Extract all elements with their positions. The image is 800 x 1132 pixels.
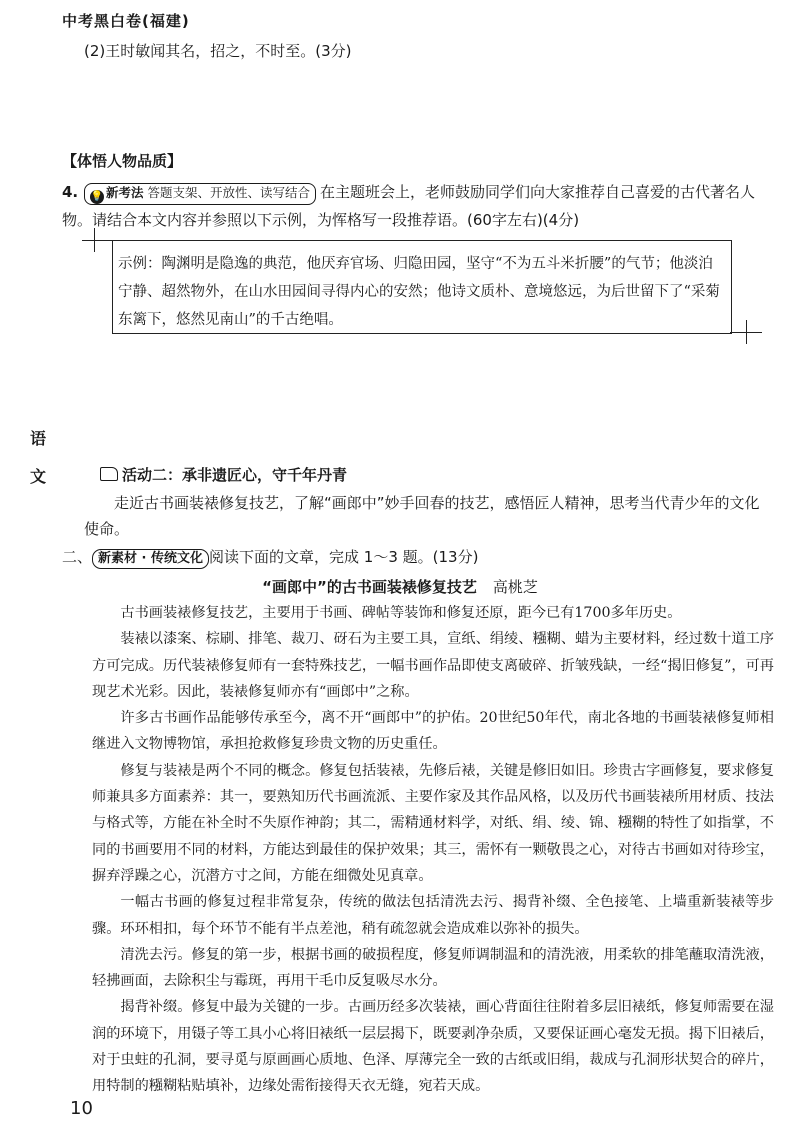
lightbulb-icon: 💡 xyxy=(90,191,104,202)
badge-title: 新考法 xyxy=(106,185,144,200)
article-paragraph: 许多古书画作品能够传承至今，离不开“画郎中”的护佑。20世纪50年代，南北各地的书画装裱修复师相继进入文物博物馆，承担抢救修复珍贵文物的历史重任。 xyxy=(92,710,774,753)
side-label-char: 语 xyxy=(29,429,46,448)
article-paragraph: 一幅古书画的修复过程非常复杂，传统的做法包括清洗去污、揭背补缀、全色接笔、上墙重新装裱等步骤。环环相扣，每个环节不能有半点差池，稍有疏忽就会造成难以弥补的损失。 xyxy=(92,894,774,937)
section-heading: 【体悟人物品质】 xyxy=(62,152,183,170)
page-number: 10 xyxy=(70,1098,93,1119)
article-body xyxy=(92,600,774,1100)
article-author: 高桃芝 xyxy=(492,578,538,596)
example-text: 示例：陶渊明是隐逸的典范，他厌弃官场、归隐田园，坚守“不为五斗米折腰”的气节；他淡泊宁静、超然物外，在山水田园间寻得内心的安然；他诗文质朴、意境悠远，为后世留下了“采菊东篱下，悠然见南山”的千古绝唱。 xyxy=(118,256,720,328)
new-exam-badge xyxy=(84,183,316,205)
new-material-badge: 新素材 · 传统文化 xyxy=(92,549,209,569)
side-label-char: 文 xyxy=(29,467,46,486)
activity-intro: 走近古书画装裱修复技艺，了解“画郎中”妙手回春的技艺，感悟匠人精神，思考当代青少年的文化使命。 xyxy=(84,494,760,538)
question-prompt: 在主题班会上，老师鼓励同学们向大家推荐自己喜爱的古代著名人物。请结合本文内容并参照以下示例，为恽格写一段推荐语。(60字左右)(4分) xyxy=(62,183,756,229)
article-title xyxy=(0,576,800,597)
activity-heading xyxy=(100,464,347,485)
part-2-instruction xyxy=(62,546,478,569)
flag-icon xyxy=(100,467,118,481)
crop-mark-icon xyxy=(746,320,747,344)
article-title-text: “画郎中”的古书画装裱修复技艺 xyxy=(262,578,477,596)
article-paragraph: 修复与装裱是两个不同的概念。修复包括装裱，先修后裱，关键是修旧如旧。珍贵古字画修复，要求修复师兼具多方面素养：其一，要熟知历代书画流派、主要作家及其作品风格，以及历代书画装裱所用材质、技法与格式等，方能在补全时不失原作神韵；其二，需精通材料学，对纸、绢、绫、锦、糨糊的特性了如指掌，不同的书画要用不同的材料，方能达到最佳的保护效果；其三，需怀有一颗敬畏之心，对待古书画如对待珍宝，摒弃浮躁之心，沉潜方寸之间，方能在细微处见真章。 xyxy=(92,762,774,884)
part-prefix: 二、 xyxy=(62,548,93,566)
running-header: 中考黑白卷(福建) xyxy=(62,12,190,30)
question-4 xyxy=(62,178,782,234)
question-number: 4. xyxy=(62,183,79,201)
instruction-text: 阅读下面的文章，完成 1～3 题。(13分) xyxy=(209,548,479,566)
badge-text: 答题支架、开放性、读写结合 xyxy=(147,185,311,200)
activity-title: 活动二：承非遗匠心，守千年丹青 xyxy=(122,466,348,484)
article-paragraph: 揭背补缀。修复中最为关键的一步。古画历经多次装裱，画心背面往往附着多层旧裱纸，修复师需要在湿润的环境下，用镊子等工具小心将旧裱纸一层层揭下，既要剥净杂质，又要保证画心毫发无损。揭下旧裱后，对于虫蛀的孔洞，要寻觅与原画画心质地、色泽、厚薄完全一致的古纸或旧绢，裁成与孔洞形状契合的碎片，用特制的糨糊粘贴填补，边缘处需衔接得天衣无缝，宛若天成。 xyxy=(92,999,774,1095)
article-paragraph: 古书画装裱修复技艺，主要用于书画、碑帖等装饰和修复还原，距今已有1700多年历史。 xyxy=(120,605,682,621)
divider xyxy=(82,240,114,241)
article-paragraph: 清洗去污。修复的第一步，根据书画的破损程度，修复师调制温和的清洗液，用柔软的排笔蘸取清洗液，轻拂画面，去除积尘与霉斑，再用干毛巾反复吸尽水分。 xyxy=(92,946,774,990)
subject-side-label xyxy=(28,420,48,496)
question-2-item: (2)王时敏闻其名，招之，不时至。(3分) xyxy=(84,42,352,60)
article-paragraph: 装裱以漆案、棕刷、排笔、裁刀、砑石为主要工具，宣纸、绢绫、糨糊、蜡为主要材料，经过数十道工序方可完成。历代装裱修复师有一套特殊技艺，一幅书画作品即使支离破碎、折皱残缺，一经“揭旧修复”，可再现艺术光彩。因此，装裱修复师亦有“画郎中”之称。 xyxy=(92,631,774,700)
